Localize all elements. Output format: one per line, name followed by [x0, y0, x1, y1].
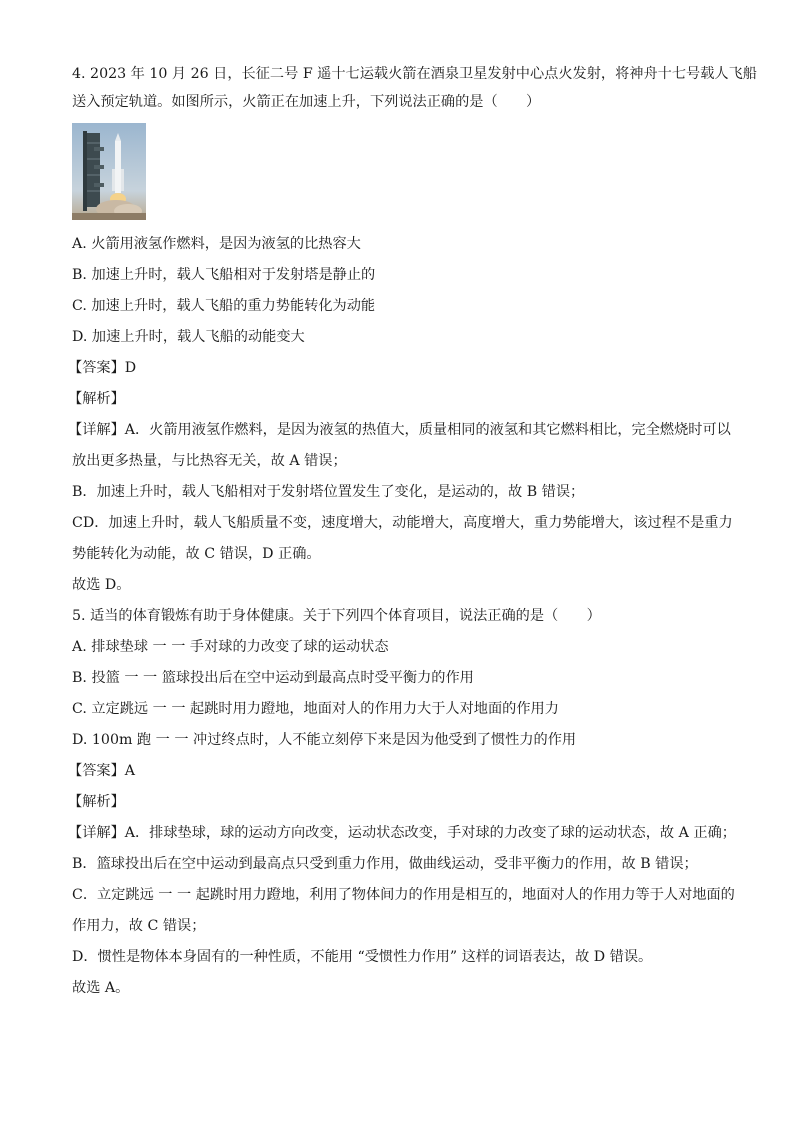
q4-detail-line-2: 放出更多热量，与比热容无关，故 A 错误；: [72, 453, 347, 469]
q4-conclusion: 故选 D。: [72, 577, 131, 593]
q4-answer: 【答案】D: [68, 360, 137, 376]
q4-detail-line-3: B．加速上升时，载人飞船相对于发射塔位置发生了变化，是运动的，故 B 错误；: [72, 484, 585, 500]
q4-option-d: D. 加速上升时，载人飞船的动能变大: [72, 329, 305, 345]
document-page: [68, 64, 757, 1009]
q5-stem: 5. 适当的体育锻炼有助于身体健康。关于下列四个体育项目，说法正确的是（ ）: [72, 608, 601, 624]
q4-stem-line-2: 送入预定轨道。如图所示，火箭正在加速上升，下列说法正确的是（ ）: [72, 94, 541, 110]
q5-option-b: B. 投篮 一 一 篮球投出后在空中运动到最高点时受平衡力的作用: [72, 670, 474, 686]
q5-option-a: A. 排球垫球 一 一 手对球的力改变了球的运动状态: [72, 639, 389, 655]
q5-detail-line-3: C．立定跳远 一 一 起跳时用力蹬地，利用了物体间力的作用是相互的，地面对人的作用力等于人对地面的: [72, 887, 735, 903]
q5-analysis-heading: 【解析】: [68, 794, 125, 810]
q4-detail-line-5: 势能转化为动能，故 C 错误，D 正确。: [72, 546, 321, 562]
q5-answer: 【答案】A: [68, 763, 135, 779]
q5-detail-line-2: B．篮球投出后在空中运动到最高点只受到重力作用，做曲线运动，受非平衡力的作用，故 B 错误；: [72, 856, 698, 872]
q4-option-b: B. 加速上升时，载人飞船相对于发射塔是静止的: [72, 267, 376, 283]
q4-option-c: C. 加速上升时，载人飞船的重力势能转化为动能: [72, 298, 376, 314]
q4-detail-line-1: 【详解】A．火箭用液氢作燃料，是因为液氢的热值大，质量相同的液氢和其它燃料相比，完全燃烧时可以: [68, 422, 731, 438]
q5-detail-line-5: D．惯性是物体本身固有的一种性质，不能用 “受惯性力作用” 这样的词语表达，故 D 错误。: [72, 949, 653, 965]
q5-detail-line-4: 作用力，故 C 错误；: [72, 918, 206, 934]
q4-analysis-heading: 【解析】: [68, 391, 125, 407]
q4-option-a: A. 火箭用液氢作燃料，是因为液氢的比热容大: [72, 236, 361, 252]
q5-conclusion: 故选 A。: [72, 980, 130, 996]
rocket-launch-photo: [72, 123, 146, 220]
q5-detail-line-1: 【详解】A．排球垫球，球的运动方向改变，运动状态改变，手对球的力改变了球的运动状态，故 A 正确；: [68, 825, 736, 841]
q5-option-c: C. 立定跳远 一 一 起跳时用力蹬地，地面对人的作用力大于人对地面的作用力: [72, 701, 559, 717]
q5-option-d: D. 100m 跑 一 一 冲过终点时，人不能立刻停下来是因为他受到了惯性力的作用: [72, 732, 577, 748]
q4-detail-line-4: CD．加速上升时，载人飞船质量不变，速度增大，动能增大，高度增大，重力势能增大，该过程不是重力: [72, 515, 733, 531]
q4-stem-line-1: 4. 2023 年 10 月 26 日，长征二号 F 遥十七运载火箭在酒泉卫星发射中心点火发射，将神舟十七号载人飞船: [72, 66, 757, 82]
